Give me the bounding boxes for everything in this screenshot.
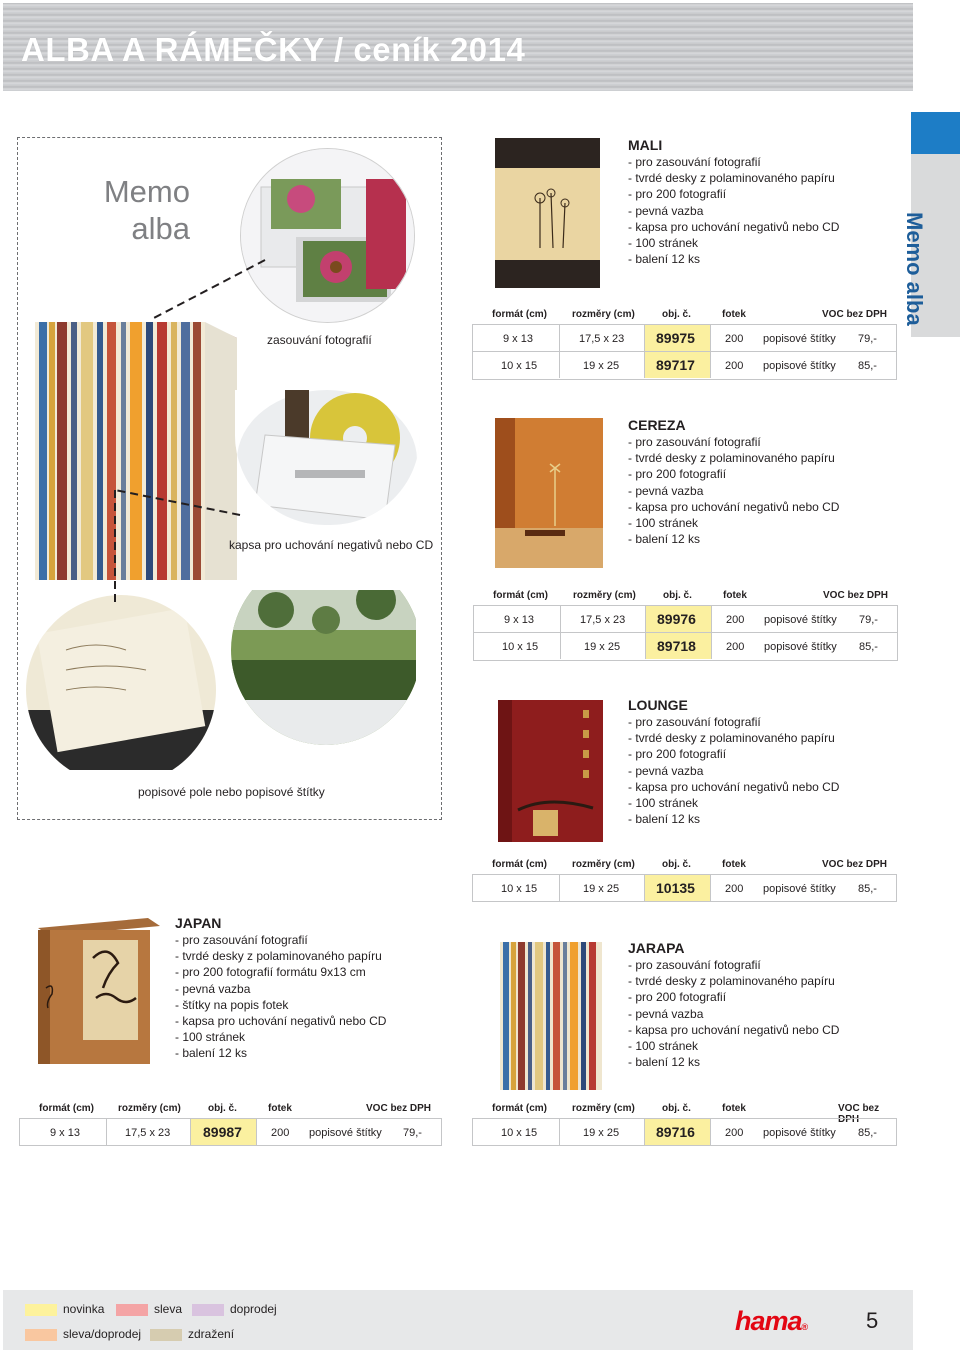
feature: - kapsa pro uchování negativů nebo CD [628, 1022, 840, 1037]
feature: - tvrdé desky z polaminovaného papíru [628, 974, 835, 989]
feature: - štítky na popis fotek [175, 997, 289, 1012]
product-name: MALI [628, 137, 663, 153]
mali-cover-image [495, 138, 600, 288]
price-table-mali [472, 306, 897, 380]
table-header: formát (cm) rozměry (cm) obj. č. fotek VOC bez DPH [493, 590, 889, 601]
legend-zdrazeni: zdražení [188, 1327, 235, 1341]
product-name: LOUNGE [628, 697, 688, 713]
connector-lines [90, 250, 270, 610]
feature: - 100 stránek [628, 796, 699, 811]
feature: - kapsa pro uchování negativů nebo CD [628, 499, 840, 514]
feature: - 100 stránek [175, 1030, 246, 1045]
feature: - tvrdé desky z polaminovaného papíru [628, 171, 835, 186]
legend-sleva-doprodej: sleva/doprodej [63, 1327, 142, 1341]
table-row: 10 x 15 19 x 25 10135 200 popisové štítky 85,- [472, 874, 897, 902]
feature: - tvrdé desky z polaminovaného papíru [628, 451, 835, 466]
table-row: 10 x 15 19 x 25 89718 200 popisové štítky 85,- [473, 633, 898, 661]
table-header: formát (cm) rozměry (cm) obj. č. fotek VOC bez DPH [492, 309, 888, 320]
product-name: CEREZA [628, 417, 686, 433]
feature: - kapsa pro uchování negativů nebo CD [628, 219, 840, 234]
table-header: formát (cm) rozměry (cm) obj. č. fotek VOC bez DPH [39, 1103, 432, 1114]
feature: - balení 12 ks [175, 1046, 248, 1061]
feature: - balení 12 ks [628, 252, 701, 267]
price-table-lounge [472, 856, 897, 902]
feature: - kapsa pro uchování negativů nebo CD [175, 1014, 387, 1029]
product-mali [628, 137, 839, 267]
table-row: 10 x 15 19 x 25 89716 200 popisové štítky 85,- [472, 1118, 897, 1146]
legend-sleva: sleva [154, 1302, 183, 1316]
table-row: 9 x 13 17,5 x 23 89975 200 popisové štítky 79,- [472, 324, 897, 352]
feature: - tvrdé desky z polaminovaného papíru [628, 731, 835, 746]
hama-logo: hama® [735, 1306, 808, 1336]
table-header: formát (cm) rozměry (cm) obj. č. fotek VOC bez DPH [492, 859, 888, 870]
feature: - pro 200 fotografií [628, 187, 727, 202]
feature: - pro 200 fotografií formátu 9x13 cm [175, 965, 366, 980]
feature: - kapsa pro uchování negativů nebo CD [628, 779, 840, 794]
table-header: formát (cm) rozměry (cm) obj. č. fotek VOC bez DPH [492, 1103, 880, 1125]
feature: - pevná vazba [628, 203, 704, 218]
product-name: JARAPA [628, 940, 685, 956]
page-number: 5 [866, 1308, 879, 1333]
legend-swatch-novinka [25, 1304, 57, 1316]
legend-swatch-zdrazeni [150, 1329, 182, 1341]
feature: - pro zasouvání fotografií [628, 435, 761, 449]
legend-swatch-sleva-doprodej [25, 1329, 57, 1341]
feature: - pro zasouvání fotografií [628, 715, 761, 729]
feature: - pro 200 fotografií [628, 747, 727, 762]
caption-pockets: zasouvání fotografií [267, 333, 372, 347]
price-table-jarapa [472, 1100, 897, 1146]
feature: - pro zasouvání fotografií [175, 933, 308, 947]
product-cereza [628, 417, 839, 547]
price-table-cereza [473, 587, 898, 661]
feature: - tvrdé desky z polaminovaného papíru [175, 949, 382, 964]
feature: - balení 12 ks [628, 1055, 701, 1070]
legend-swatch-sleva [116, 1304, 148, 1316]
side-tab-label: Memo alba [902, 212, 927, 326]
legend-swatch-doprodej [192, 1304, 224, 1316]
intro-title: Memo alba [103, 174, 190, 247]
cereza-cover-image [495, 418, 603, 568]
feature: - balení 12 ks [628, 812, 701, 827]
product-name: JAPAN [175, 915, 222, 931]
feature: - pro zasouvání fotografií [628, 958, 761, 972]
feature: - pro 200 fotografií [628, 990, 727, 1005]
legend-novinka: novinka [63, 1302, 105, 1316]
legend-doprodej: doprodej [230, 1302, 277, 1316]
product-jarapa [628, 940, 839, 1070]
feature: - balení 12 ks [628, 532, 701, 547]
jarapa-cover-image [500, 942, 602, 1090]
feature: - pro 200 fotografií [628, 467, 727, 482]
caption-cd-pocket: kapsa pro uchování negativů nebo CD [229, 538, 434, 552]
side-tab [902, 112, 960, 337]
lounge-cover-image [498, 700, 603, 842]
product-japan [175, 915, 386, 1062]
table-row: 9 x 13 17,5 x 23 89976 200 popisové štítky 79,- [473, 605, 898, 633]
feature: - pevná vazba [628, 763, 704, 778]
table-row: 10 x 15 19 x 25 89717 200 popisové štítky 85,- [472, 352, 897, 380]
feature: - 100 stránek [628, 236, 699, 251]
header-banner [3, 3, 913, 91]
feature: - pevná vazba [628, 483, 704, 498]
feature: - 100 stránek [628, 516, 699, 531]
label-field-image [26, 590, 416, 770]
feature: - pevná vazba [628, 1006, 704, 1021]
price-table-japan [19, 1100, 442, 1146]
table-row: 9 x 13 17,5 x 23 89987 200 popisové štítky 79,- [19, 1118, 442, 1146]
feature: - 100 stránek [628, 1039, 699, 1054]
japan-cover-image [38, 918, 160, 1064]
caption-label-field: popisové pole nebo popisové štítky [138, 785, 325, 799]
feature: - pevná vazba [175, 981, 251, 996]
feature: - pro zasouvání fotografií [628, 155, 761, 169]
product-lounge [628, 697, 839, 827]
page-title: ALBA A RÁMEČKY / ceník 2014 [21, 31, 526, 68]
